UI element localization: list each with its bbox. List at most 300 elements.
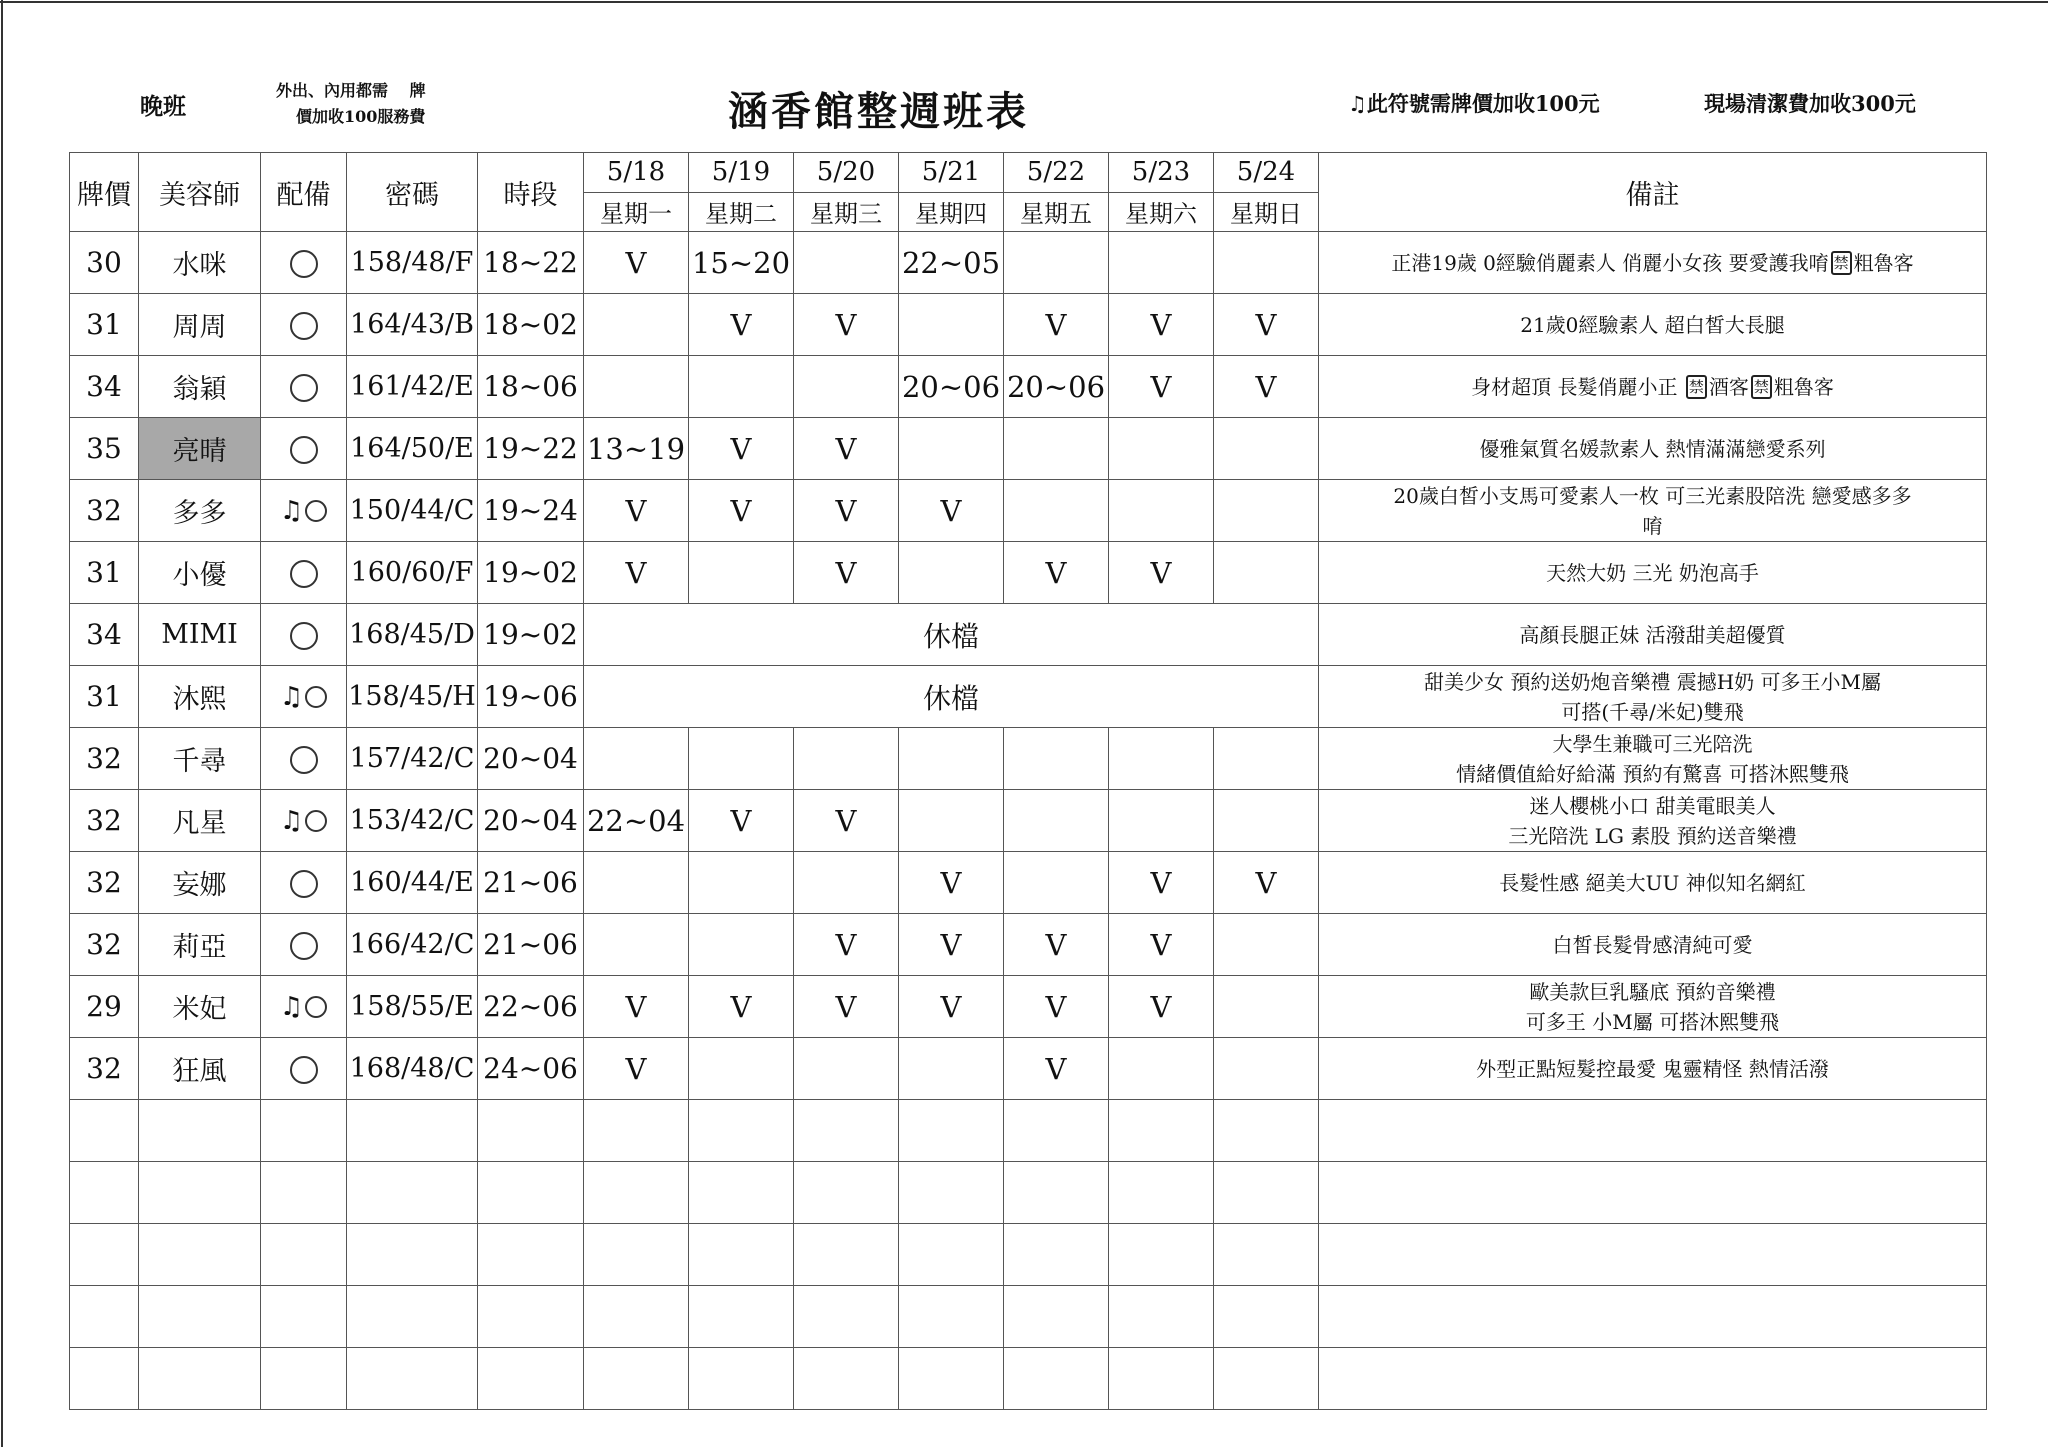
header-weekday: 星期一	[584, 192, 689, 232]
table-row	[70, 852, 1987, 914]
day-cell: V	[1214, 852, 1319, 914]
day-cell	[1214, 790, 1319, 852]
day-cell	[794, 356, 899, 418]
day-cell	[1004, 728, 1109, 790]
code-cell: 160/60/F	[347, 542, 478, 604]
table-row	[70, 480, 1987, 542]
empty-cell	[139, 1286, 261, 1348]
day-cell	[899, 542, 1004, 604]
shift-label: 晚班	[140, 93, 186, 120]
day-cell: V	[584, 232, 689, 294]
day-cell	[584, 728, 689, 790]
empty-cell	[70, 1100, 139, 1162]
price-cell: 32	[70, 480, 139, 542]
name-cell: 小優	[139, 542, 261, 604]
empty-cell	[899, 1162, 1004, 1224]
day-cell	[899, 418, 1004, 480]
empty-cell	[139, 1224, 261, 1286]
code-cell: 161/42/E	[347, 356, 478, 418]
day-cell	[794, 852, 899, 914]
code-cell: 164/50/E	[347, 418, 478, 480]
day-cell	[584, 914, 689, 976]
music-note-icon: ♫	[279, 992, 304, 1022]
circle-icon	[290, 622, 318, 650]
circle-icon	[290, 312, 318, 340]
day-off-cell: 休檔	[584, 604, 1319, 666]
price-cell: 32	[70, 1038, 139, 1100]
circle-icon	[290, 932, 318, 960]
empty-cell	[794, 1286, 899, 1348]
day-cell: V	[794, 480, 899, 542]
time-cell: 18~22	[478, 232, 584, 294]
empty-cell	[478, 1286, 584, 1348]
day-cell: V	[1004, 976, 1109, 1038]
empty-cell	[1109, 1162, 1214, 1224]
circle-icon	[305, 810, 327, 832]
gear-cell	[261, 542, 347, 604]
price-cell: 32	[70, 728, 139, 790]
header-weekday: 星期日	[1214, 192, 1319, 232]
day-cell	[584, 294, 689, 356]
gear-cell	[261, 232, 347, 294]
empty-cell	[1319, 1100, 1987, 1162]
day-cell	[1109, 1038, 1214, 1100]
circle-icon	[290, 374, 318, 402]
day-cell: V	[1004, 914, 1109, 976]
day-cell: V	[1109, 852, 1214, 914]
header-code: 密碼	[347, 153, 478, 232]
name-cell: 千尋	[139, 728, 261, 790]
gear-cell	[261, 480, 347, 542]
header-weekday: 星期六	[1109, 192, 1214, 232]
gear-cell	[261, 666, 347, 728]
price-cell: 29	[70, 976, 139, 1038]
empty-cell	[689, 1286, 794, 1348]
gear-cell	[261, 914, 347, 976]
day-cell	[1109, 480, 1214, 542]
name-cell: 凡星	[139, 790, 261, 852]
empty-cell	[1214, 1100, 1319, 1162]
day-cell: V	[1109, 542, 1214, 604]
empty-cell	[139, 1100, 261, 1162]
remark-cell: 外型正點短髮控最愛 鬼靈精怪 熱情活潑	[1319, 1038, 1987, 1100]
day-cell	[794, 728, 899, 790]
day-cell	[1109, 418, 1214, 480]
circle-icon	[290, 746, 318, 774]
gear-cell	[261, 728, 347, 790]
code-cell: 158/55/E	[347, 976, 478, 1038]
ban-icon: 禁	[1686, 375, 1707, 399]
day-cell	[1214, 914, 1319, 976]
header-date: 5/24	[1214, 153, 1319, 193]
empty-cell	[1004, 1224, 1109, 1286]
ban-icon: 禁	[1831, 251, 1852, 275]
day-cell	[899, 728, 1004, 790]
remark-cell: 優雅氣質名媛款素人 熱情滿滿戀愛系列	[1319, 418, 1987, 480]
gear-cell	[261, 976, 347, 1038]
ban-icon: 禁	[1751, 375, 1772, 399]
empty-cell	[478, 1162, 584, 1224]
empty-cell	[1004, 1348, 1109, 1410]
price-cell: 32	[70, 914, 139, 976]
table-row	[70, 666, 1987, 728]
empty-cell	[139, 1348, 261, 1410]
empty-cell	[584, 1348, 689, 1410]
day-cell: V	[1004, 1038, 1109, 1100]
time-cell: 21~06	[478, 914, 584, 976]
empty-cell	[478, 1100, 584, 1162]
day-cell	[1004, 232, 1109, 294]
day-cell	[1214, 480, 1319, 542]
code-cell: 158/45/H	[347, 666, 478, 728]
empty-row	[70, 1348, 1987, 1410]
day-cell: V	[794, 790, 899, 852]
code-cell: 158/48/F	[347, 232, 478, 294]
name-cell: 周周	[139, 294, 261, 356]
price-cell: 34	[70, 604, 139, 666]
time-cell: 21~06	[478, 852, 584, 914]
day-cell	[1214, 232, 1319, 294]
empty-row	[70, 1100, 1987, 1162]
name-cell: MIMI	[139, 604, 261, 666]
empty-cell	[261, 1348, 347, 1410]
day-cell	[899, 294, 1004, 356]
circle-icon	[290, 436, 318, 464]
name-cell: 莉亞	[139, 914, 261, 976]
day-cell	[1109, 232, 1214, 294]
circle-icon	[305, 500, 327, 522]
service-note-line1: 外出、內用都需 牌	[276, 81, 426, 100]
remark-cell: 21歲0經驗素人 超白皙大長腿	[1319, 294, 1987, 356]
day-cell: V	[1109, 294, 1214, 356]
empty-cell	[1109, 1286, 1214, 1348]
day-cell: 13~19	[584, 418, 689, 480]
day-cell: V	[1109, 976, 1214, 1038]
empty-cell	[899, 1348, 1004, 1410]
empty-cell	[584, 1100, 689, 1162]
day-cell	[689, 852, 794, 914]
remark-cell: 20歲白皙小支馬可愛素人一枚 可三光素股陪洗 戀愛感多多 唷	[1319, 480, 1987, 542]
day-cell	[1109, 728, 1214, 790]
price-cell: 32	[70, 852, 139, 914]
code-cell: 166/42/C	[347, 914, 478, 976]
day-cell: 20~06	[1004, 356, 1109, 418]
music-note-icon: ♫	[279, 496, 304, 526]
code-cell: 168/48/C	[347, 1038, 478, 1100]
remark-cell: 白皙長髮骨感清純可愛	[1319, 914, 1987, 976]
name-cell: 亮晴	[139, 418, 261, 480]
page-title: 涵香館整週班表	[728, 88, 1029, 135]
service-note-line2: 價加收100服務費	[296, 107, 426, 126]
code-cell: 168/45/D	[347, 604, 478, 666]
empty-cell	[347, 1286, 478, 1348]
schedule-table	[69, 152, 1987, 1410]
remark-cell: 身材超頂 長髮俏麗小正 禁 酒客 禁 粗魯客	[1319, 356, 1987, 418]
name-cell: 妄娜	[139, 852, 261, 914]
name-cell: 狂風	[139, 1038, 261, 1100]
empty-cell	[899, 1286, 1004, 1348]
empty-cell	[1109, 1224, 1214, 1286]
time-cell: 18~06	[478, 356, 584, 418]
day-cell: V	[689, 480, 794, 542]
day-cell: V	[1004, 542, 1109, 604]
remark-cell: 大學生兼職可三光陪洗 情緒價值給好給滿 預約有驚喜 可搭沐熙雙飛	[1319, 728, 1987, 790]
day-cell: V	[584, 1038, 689, 1100]
day-cell	[1004, 852, 1109, 914]
day-cell	[1004, 480, 1109, 542]
empty-cell	[689, 1100, 794, 1162]
empty-cell	[70, 1286, 139, 1348]
code-cell: 160/44/E	[347, 852, 478, 914]
remark-cell: 歐美款巨乳騷底 預約音樂禮 可多王 小M屬 可搭沐熙雙飛	[1319, 976, 1987, 1038]
time-cell: 19~24	[478, 480, 584, 542]
empty-cell	[261, 1162, 347, 1224]
day-cell	[899, 790, 1004, 852]
day-cell: V	[794, 418, 899, 480]
empty-cell	[1004, 1100, 1109, 1162]
music-note-icon: ♫	[279, 806, 304, 836]
table-row	[70, 914, 1987, 976]
name-cell: 水咪	[139, 232, 261, 294]
day-cell	[689, 542, 794, 604]
day-cell: V	[689, 418, 794, 480]
table-row	[70, 790, 1987, 852]
header-weekday: 星期五	[1004, 192, 1109, 232]
time-cell: 19~02	[478, 604, 584, 666]
day-cell	[584, 356, 689, 418]
day-cell: 20~06	[899, 356, 1004, 418]
header-date: 5/21	[899, 153, 1004, 193]
price-cell: 30	[70, 232, 139, 294]
empty-cell	[261, 1224, 347, 1286]
table-row	[70, 294, 1987, 356]
day-cell	[1214, 542, 1319, 604]
empty-cell	[139, 1162, 261, 1224]
table-row	[70, 1038, 1987, 1100]
price-cell: 31	[70, 294, 139, 356]
empty-cell	[584, 1162, 689, 1224]
empty-cell	[689, 1162, 794, 1224]
day-cell: 22~05	[899, 232, 1004, 294]
remark-cell: 迷人櫻桃小口 甜美電眼美人 三光陪洗 LG 素股 預約送音樂禮	[1319, 790, 1987, 852]
day-cell	[1214, 418, 1319, 480]
page-border-left	[1, 0, 3, 1447]
gear-cell	[261, 418, 347, 480]
day-cell	[689, 1038, 794, 1100]
empty-cell	[347, 1162, 478, 1224]
empty-row	[70, 1162, 1987, 1224]
empty-cell	[70, 1162, 139, 1224]
day-cell: V	[794, 914, 899, 976]
day-cell: 15~20	[689, 232, 794, 294]
remark-cell: 天然大奶 三光 奶泡高手	[1319, 542, 1987, 604]
header-date: 5/23	[1109, 153, 1214, 193]
name-cell: 米妃	[139, 976, 261, 1038]
header-remark: 備註	[1319, 153, 1987, 232]
circle-icon	[290, 560, 318, 588]
empty-cell	[261, 1100, 347, 1162]
day-cell: 22~04	[584, 790, 689, 852]
header-weekday: 星期二	[689, 192, 794, 232]
code-cell: 157/42/C	[347, 728, 478, 790]
header-date: 5/18	[584, 153, 689, 193]
day-cell	[689, 356, 794, 418]
code-cell: 150/44/C	[347, 480, 478, 542]
circle-icon	[290, 870, 318, 898]
day-cell: V	[1214, 356, 1319, 418]
empty-cell	[478, 1348, 584, 1410]
empty-cell	[1004, 1286, 1109, 1348]
symbol-note: ♫此符號需牌價加收100元	[1348, 91, 1600, 116]
name-cell: 翁穎	[139, 356, 261, 418]
day-cell: V	[584, 976, 689, 1038]
day-cell: V	[794, 542, 899, 604]
day-cell: V	[1109, 356, 1214, 418]
day-off-cell: 休檔	[584, 666, 1319, 728]
time-cell: 22~06	[478, 976, 584, 1038]
empty-cell	[478, 1224, 584, 1286]
header-time: 時段	[478, 153, 584, 232]
remark-cell: 正港19歲 0經驗俏麗素人 俏麗小女孩 要愛護我唷 禁 粗魯客	[1319, 232, 1987, 294]
table-row	[70, 976, 1987, 1038]
empty-cell	[584, 1224, 689, 1286]
day-cell	[1214, 728, 1319, 790]
empty-cell	[794, 1162, 899, 1224]
table-row	[70, 728, 1987, 790]
empty-cell	[1214, 1162, 1319, 1224]
time-cell: 19~22	[478, 418, 584, 480]
empty-cell	[794, 1100, 899, 1162]
day-cell: V	[689, 790, 794, 852]
table-row	[70, 232, 1987, 294]
header-date: 5/22	[1004, 153, 1109, 193]
table-row	[70, 542, 1987, 604]
empty-cell	[347, 1224, 478, 1286]
empty-cell	[70, 1348, 139, 1410]
cleaning-fee-note: 現場清潔費加收300元	[1704, 91, 1916, 116]
header-gear: 配備	[261, 153, 347, 232]
empty-cell	[794, 1224, 899, 1286]
day-cell	[794, 1038, 899, 1100]
empty-cell	[1214, 1286, 1319, 1348]
price-cell: 32	[70, 790, 139, 852]
name-cell: 多多	[139, 480, 261, 542]
table-row	[70, 418, 1987, 480]
empty-cell	[347, 1348, 478, 1410]
empty-cell	[347, 1100, 478, 1162]
header-name: 美容師	[139, 153, 261, 232]
day-cell	[1109, 790, 1214, 852]
day-cell	[1214, 976, 1319, 1038]
header-weekday: 星期四	[899, 192, 1004, 232]
price-cell: 31	[70, 542, 139, 604]
empty-cell	[899, 1100, 1004, 1162]
table-row	[70, 356, 1987, 418]
time-cell: 19~02	[478, 542, 584, 604]
day-cell	[1004, 790, 1109, 852]
empty-cell	[899, 1224, 1004, 1286]
time-cell: 19~06	[478, 666, 584, 728]
day-cell: V	[899, 480, 1004, 542]
time-cell: 18~02	[478, 294, 584, 356]
header-price: 牌價	[70, 153, 139, 232]
day-cell: V	[1109, 914, 1214, 976]
day-cell	[1004, 418, 1109, 480]
gear-cell	[261, 790, 347, 852]
table-row	[70, 604, 1987, 666]
code-cell: 153/42/C	[347, 790, 478, 852]
header-date: 5/20	[794, 153, 899, 193]
circle-icon	[305, 996, 327, 1018]
day-cell: V	[584, 542, 689, 604]
header-weekday: 星期三	[794, 192, 899, 232]
empty-cell	[1319, 1348, 1987, 1410]
time-cell: 24~06	[478, 1038, 584, 1100]
price-cell: 31	[70, 666, 139, 728]
circle-icon	[290, 1056, 318, 1084]
circle-icon	[290, 250, 318, 278]
gear-cell	[261, 852, 347, 914]
schedule-body	[70, 232, 1987, 1410]
empty-row	[70, 1286, 1987, 1348]
page-border-top	[0, 1, 2048, 3]
remark-cell: 甜美少女 預約送奶炮音樂禮 震撼H奶 可多王小M屬 可搭(千尋/米妃)雙飛	[1319, 666, 1987, 728]
header-date: 5/19	[689, 153, 794, 193]
day-cell: V	[899, 976, 1004, 1038]
empty-cell	[689, 1224, 794, 1286]
empty-cell	[1214, 1348, 1319, 1410]
day-cell	[689, 728, 794, 790]
day-cell	[1214, 1038, 1319, 1100]
day-cell: V	[899, 914, 1004, 976]
empty-cell	[1319, 1224, 1987, 1286]
remark-cell: 高顏長腿正妹 活潑甜美超優質	[1319, 604, 1987, 666]
gear-cell	[261, 356, 347, 418]
gear-cell	[261, 294, 347, 356]
day-cell: V	[689, 976, 794, 1038]
day-cell: V	[899, 852, 1004, 914]
remark-cell: 長髮性感 絕美大UU 神似知名網紅	[1319, 852, 1987, 914]
day-cell	[689, 914, 794, 976]
day-cell: V	[689, 294, 794, 356]
time-cell: 20~04	[478, 790, 584, 852]
day-cell	[899, 1038, 1004, 1100]
day-cell: V	[584, 480, 689, 542]
empty-cell	[1214, 1224, 1319, 1286]
gear-cell	[261, 1038, 347, 1100]
price-cell: 34	[70, 356, 139, 418]
day-cell	[584, 852, 689, 914]
day-cell: V	[1004, 294, 1109, 356]
empty-cell	[261, 1286, 347, 1348]
day-cell: V	[794, 294, 899, 356]
price-cell: 35	[70, 418, 139, 480]
day-cell: V	[794, 976, 899, 1038]
gear-cell	[261, 604, 347, 666]
empty-cell	[70, 1224, 139, 1286]
day-cell	[794, 232, 899, 294]
empty-cell	[689, 1348, 794, 1410]
empty-cell	[1319, 1162, 1987, 1224]
day-cell: V	[1214, 294, 1319, 356]
empty-cell	[1109, 1348, 1214, 1410]
empty-cell	[794, 1348, 899, 1410]
empty-row	[70, 1224, 1987, 1286]
empty-cell	[1319, 1286, 1987, 1348]
code-cell: 164/43/B	[347, 294, 478, 356]
music-note-icon: ♫	[279, 682, 304, 712]
empty-cell	[1109, 1100, 1214, 1162]
